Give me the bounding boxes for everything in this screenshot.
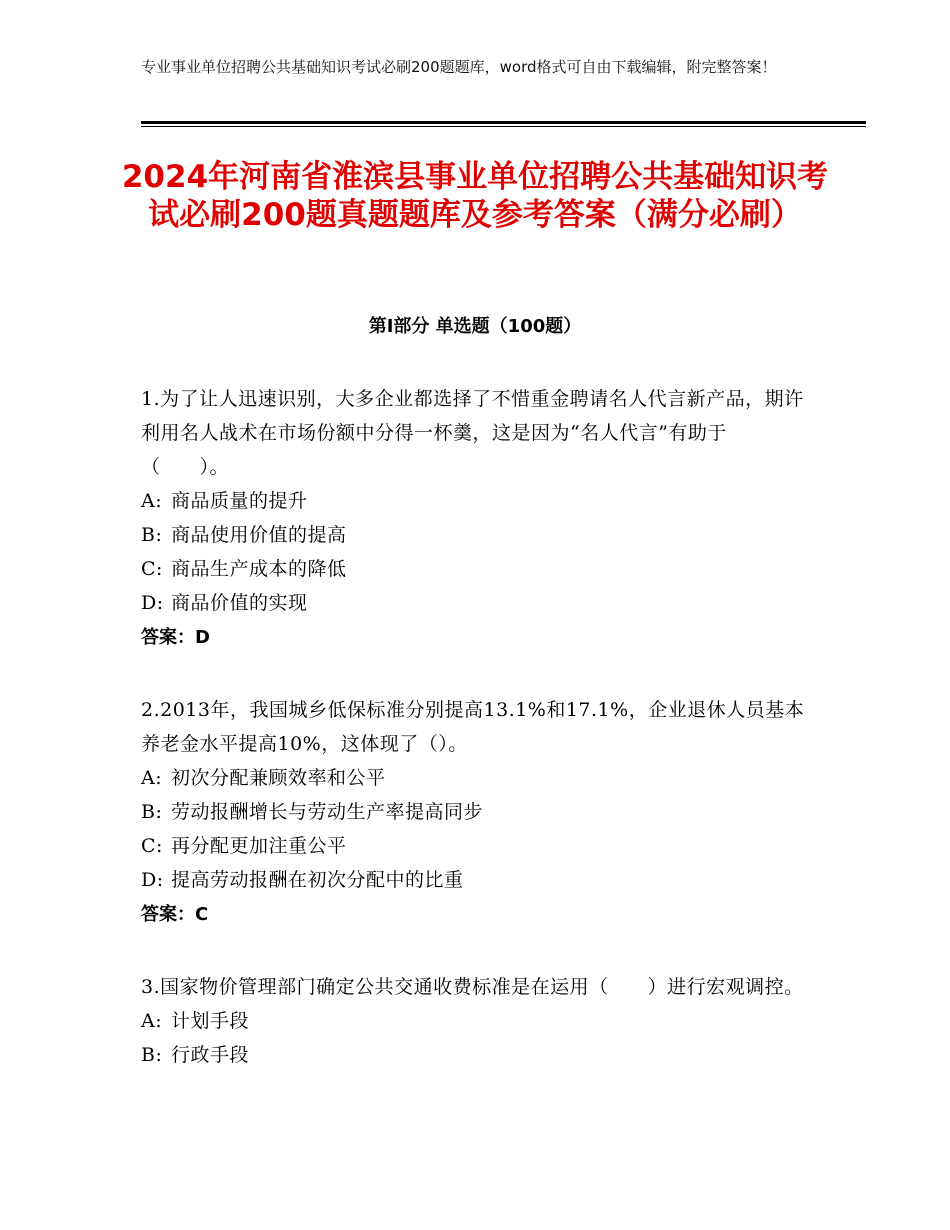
option-text: 行政手段 <box>171 1044 250 1066</box>
question-1 <box>141 382 811 656</box>
option-b <box>141 795 811 829</box>
option-c <box>141 552 811 586</box>
option-letter: A: <box>141 767 163 789</box>
answer: 答案：D <box>141 627 210 648</box>
option-d <box>141 863 811 897</box>
question-3 <box>141 970 811 1072</box>
question-list <box>141 382 811 1109</box>
option-letter: B: <box>141 1044 163 1066</box>
option-letter: D: <box>141 592 164 614</box>
option-text: 计划手段 <box>171 1010 250 1032</box>
answer: 答案：C <box>141 904 209 925</box>
option-text: 商品生产成本的降低 <box>171 558 347 580</box>
question-stem: 1.为了让人迅速识别，大多企业都选择了不惜重金聘请名人代言新产品，期许利用名人战术在市场份额中分得一杯羹，这是因为“名人代言”有助于（ ）。 <box>141 388 804 478</box>
section-title: 第Ⅰ部分 单选题（100题） <box>368 316 582 337</box>
option-letter: A: <box>141 490 163 512</box>
option-b <box>141 1038 811 1072</box>
option-text: 商品质量的提升 <box>171 490 308 512</box>
option-text: 再分配更加注重公平 <box>171 835 347 857</box>
option-letter: C: <box>141 835 163 857</box>
option-a <box>141 761 811 795</box>
question-2 <box>141 693 811 933</box>
option-b <box>141 518 811 552</box>
option-text: 劳动报酬增长与劳动生产率提高同步 <box>171 801 484 823</box>
option-letter: C: <box>141 558 163 580</box>
option-letter: A: <box>141 1010 163 1032</box>
option-d <box>141 586 811 620</box>
option-text: 提高劳动报酬在初次分配中的比重 <box>171 869 464 891</box>
option-text: 初次分配兼顾效率和公平 <box>171 767 386 789</box>
question-stem: 3.国家物价管理部门确定公共交通收费标准是在运用（ ）进行宏观调控。 <box>141 976 804 998</box>
option-text: 商品使用价值的提高 <box>171 524 347 546</box>
option-letter: B: <box>141 524 163 546</box>
option-a <box>141 484 811 518</box>
option-letter: B: <box>141 801 163 823</box>
option-a <box>141 1004 811 1038</box>
option-text: 商品价值的实现 <box>171 592 308 614</box>
question-stem: 2.2013年，我国城乡低保标准分别提高13.1%和17.1%，企业退休人员基本养老金水平提高10%，这体现了（）。 <box>141 699 805 755</box>
option-c <box>141 829 811 863</box>
header-divider-thin <box>141 126 866 127</box>
option-letter: D: <box>141 869 164 891</box>
document-title: 2024年河南省淮滨县事业单位招聘公共基础知识考试必刷200题真题题库及参考答案（满分必刷） <box>121 159 829 233</box>
header-note: 专业事业单位招聘公共基础知识考试必刷200题题库，word格式可自由下载编辑，附完整答案！ <box>141 58 777 76</box>
header-divider-thick <box>141 121 866 124</box>
